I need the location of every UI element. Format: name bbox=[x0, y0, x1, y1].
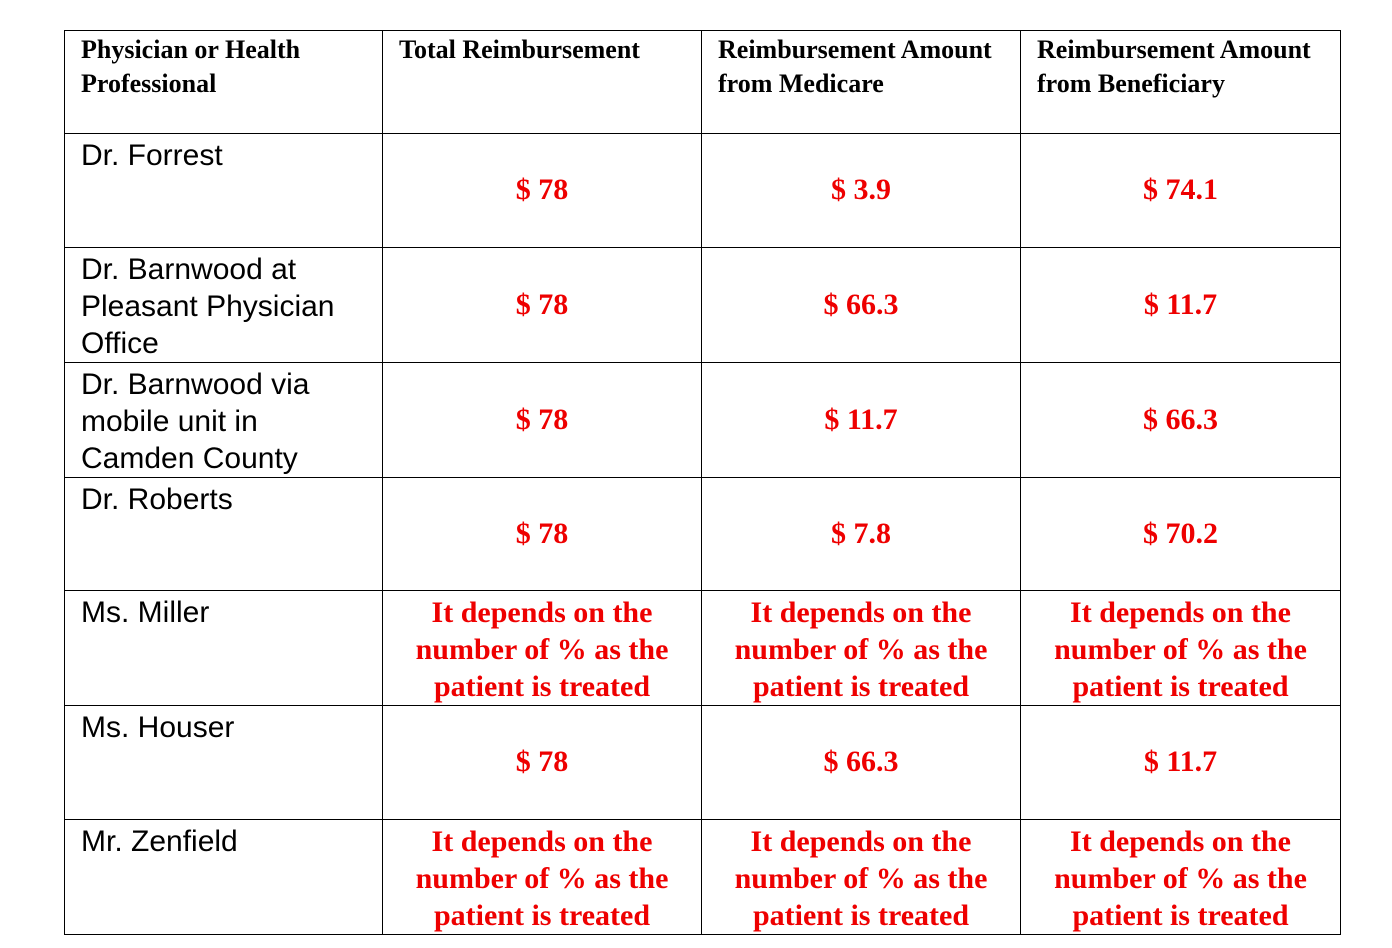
beneficiary-amount: $ 74.1 bbox=[1021, 134, 1341, 248]
medicare-amount: It depends on the number of % as the patient is treated bbox=[702, 591, 1021, 706]
medicare-amount: $ 66.3 bbox=[702, 706, 1021, 820]
total-amount: It depends on the number of % as the patient is treated bbox=[383, 591, 702, 706]
medicare-amount: $ 66.3 bbox=[702, 247, 1021, 362]
total-amount: $ 78 bbox=[383, 706, 702, 820]
header-physician: Physician or Health Professional bbox=[65, 31, 383, 134]
total-amount: $ 78 bbox=[383, 134, 702, 248]
table-row bbox=[65, 247, 1341, 362]
beneficiary-amount: $ 70.2 bbox=[1021, 477, 1341, 591]
physician-name: Dr. Barnwood via mobile unit in Camden County bbox=[65, 362, 383, 477]
medicare-amount: $ 7.8 bbox=[702, 477, 1021, 591]
header-row bbox=[65, 31, 1341, 134]
physician-name: Dr. Forrest bbox=[65, 134, 383, 248]
header-medicare-amount: Reimbursement Amount from Medicare bbox=[702, 31, 1021, 134]
beneficiary-amount: $ 66.3 bbox=[1021, 362, 1341, 477]
table-row bbox=[65, 819, 1341, 934]
reimbursement-table bbox=[64, 30, 1341, 935]
beneficiary-amount: $ 11.7 bbox=[1021, 706, 1341, 820]
table-row bbox=[65, 477, 1341, 591]
medicare-amount: $ 11.7 bbox=[702, 362, 1021, 477]
medicare-amount: It depends on the number of % as the patient is treated bbox=[702, 819, 1021, 934]
header-total-reimbursement: Total Reimbursement bbox=[383, 31, 702, 134]
table-row bbox=[65, 134, 1341, 248]
physician-name: Dr. Roberts bbox=[65, 477, 383, 591]
total-amount: $ 78 bbox=[383, 247, 702, 362]
beneficiary-amount: $ 11.7 bbox=[1021, 247, 1341, 362]
table-row bbox=[65, 706, 1341, 820]
total-amount: $ 78 bbox=[383, 477, 702, 591]
beneficiary-amount: It depends on the number of % as the patient is treated bbox=[1021, 819, 1341, 934]
table-row bbox=[65, 591, 1341, 706]
physician-name: Mr. Zenfield bbox=[65, 819, 383, 934]
header-beneficiary-amount: Reimbursement Amount from Beneficiary bbox=[1021, 31, 1341, 134]
physician-name: Ms. Miller bbox=[65, 591, 383, 706]
physician-name: Dr. Barnwood at Pleasant Physician Office bbox=[65, 247, 383, 362]
total-amount: It depends on the number of % as the patient is treated bbox=[383, 819, 702, 934]
medicare-amount: $ 3.9 bbox=[702, 134, 1021, 248]
beneficiary-amount: It depends on the number of % as the patient is treated bbox=[1021, 591, 1341, 706]
physician-name: Ms. Houser bbox=[65, 706, 383, 820]
total-amount: $ 78 bbox=[383, 362, 702, 477]
table-row bbox=[65, 362, 1341, 477]
